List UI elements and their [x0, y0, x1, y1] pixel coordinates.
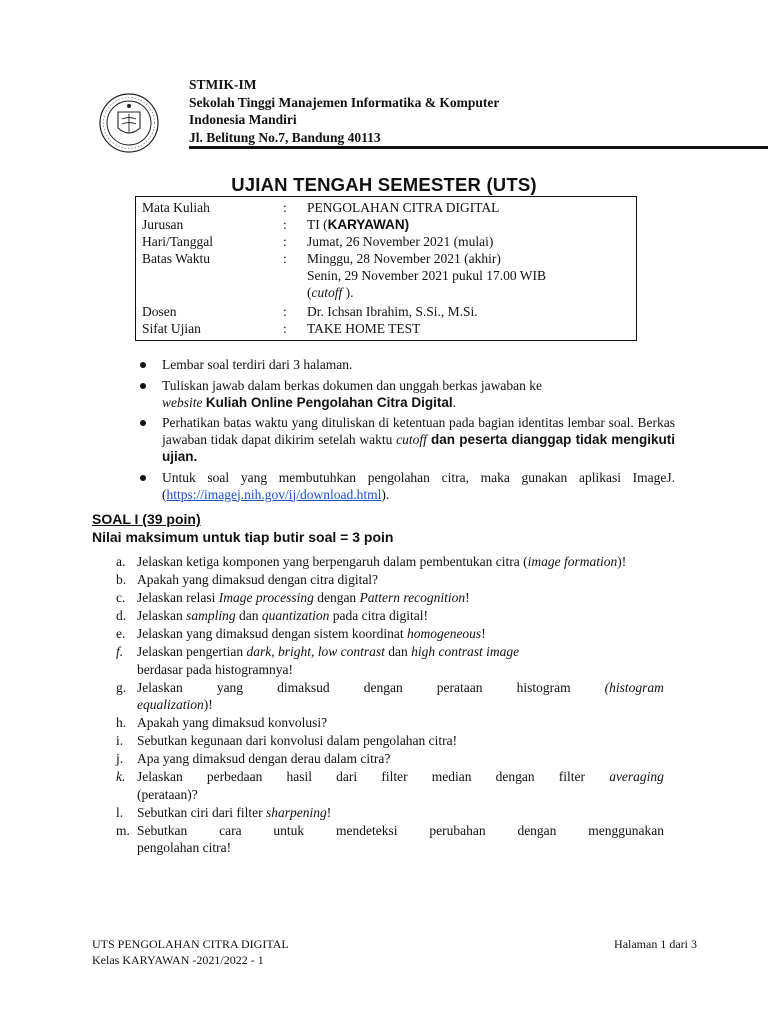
question-word: filter — [558, 769, 586, 784]
question-term: averaging — [609, 769, 664, 784]
identity-box — [135, 196, 637, 341]
question-h — [116, 714, 664, 732]
question-word: dengan — [363, 679, 403, 695]
instruction-item — [140, 469, 675, 503]
colon: : — [283, 217, 287, 232]
label-sifat-ujian: Sifat Ujian — [142, 321, 201, 336]
jurusan-prefix: TI ( — [307, 217, 328, 232]
instruction-italic: website — [162, 394, 203, 410]
row-batas-waktu-2 — [136, 267, 636, 284]
org-line-4: Jl. Belitung No.7, Bandung 40113 — [189, 129, 381, 145]
institution-name — [189, 76, 499, 146]
instruction-item — [140, 356, 675, 373]
question-word: perubahan — [429, 822, 486, 838]
instruction-text: Tuliskan jawab dalam berkas dokumen dan unggah berkas jawaban ke — [162, 377, 543, 393]
row-dosen — [136, 303, 636, 320]
question-letter: k. — [116, 769, 126, 784]
question-word: Jelaskan — [137, 679, 183, 695]
instruction-text: Untuk soal yang membutuhkan pengolahan citra, maka gunakan aplikasi ImageJ. ( — [162, 469, 675, 502]
question-term: quantization — [261, 608, 330, 623]
institution-logo-icon — [96, 92, 162, 154]
row-batas-waktu-3 — [136, 284, 636, 301]
question-i — [116, 732, 664, 750]
row-jurusan — [136, 216, 636, 233]
question-list — [116, 553, 664, 857]
question-j — [116, 750, 664, 768]
question-word: Sebutkan — [137, 822, 188, 838]
question-letter: m. — [116, 822, 130, 838]
label-dosen: Dosen — [142, 304, 177, 319]
soal-subtitle: Nilai maksimum untuk tiap butir soal = 3 poin — [92, 529, 394, 545]
instruction-item — [140, 414, 675, 465]
question-f — [116, 643, 664, 678]
colon: : — [283, 200, 287, 215]
question-l — [116, 804, 664, 822]
page-footer — [92, 936, 697, 968]
question-letter: b. — [116, 572, 127, 587]
question-word: median — [431, 769, 472, 784]
question-term: equalization — [137, 697, 204, 712]
question-term: sampling — [186, 608, 236, 623]
question-d — [116, 607, 664, 625]
bullet-icon — [140, 362, 146, 368]
question-letter: g. — [116, 679, 127, 695]
question-word: mendeteksi — [336, 822, 398, 838]
row-hari-tanggal — [136, 233, 636, 250]
question-word: untuk — [273, 822, 305, 838]
question-b — [116, 571, 664, 589]
question-text: berdasar pada histogramnya! — [137, 661, 293, 677]
question-term: dark, bright, low contrast — [246, 644, 385, 659]
question-term: homogeneous — [406, 626, 482, 641]
question-text: Jelaskan — [137, 608, 187, 623]
question-text: dan — [235, 608, 262, 623]
question-letter: l. — [116, 804, 124, 820]
colon: : — [283, 251, 287, 266]
question-letter: d. — [116, 608, 127, 623]
footer-class: Kelas KARYAWAN -2021/2022 - 1 — [92, 953, 264, 967]
question-term: high contrast image — [411, 644, 520, 659]
question-text: Jelaskan pengertian — [137, 644, 247, 659]
bullet-icon — [140, 383, 146, 389]
label-mata-kuliah: Mata Kuliah — [142, 200, 210, 215]
question-text: ! — [465, 590, 470, 605]
instructions-list — [140, 356, 675, 506]
question-text: Jelaskan yang dimaksud dengan sistem koordinat — [137, 626, 407, 641]
instruction-text: Perhatikan batas waktu yang dituliskan di ketentuan pada bagian identitas lembar soal. Berkas jawaban tidak dapat dikirim setelah waktu — [162, 415, 675, 447]
question-text: Apakah yang dimaksud dengan citra digital? — [137, 572, 379, 587]
bullet-icon — [140, 475, 146, 481]
label-jurusan: Jurusan — [142, 217, 184, 232]
question-text: )! — [617, 554, 627, 569]
question-text: (perataan)? — [137, 786, 198, 802]
question-word: yang — [216, 679, 244, 695]
question-text: Apakah yang dimaksud konvolusi? — [137, 715, 328, 730]
question-word: dengan — [517, 822, 557, 838]
label-hari-tanggal: Hari/Tanggal — [142, 234, 214, 249]
question-c — [116, 589, 664, 607]
question-text: dengan — [313, 590, 360, 605]
question-term: (histogram — [604, 679, 664, 695]
row-sifat-ujian — [136, 320, 636, 337]
question-letter: c. — [116, 590, 126, 605]
colon: : — [283, 321, 287, 336]
question-line — [137, 768, 664, 786]
question-g — [116, 679, 664, 714]
footer-course: UTS PENGOLAHAN CITRA DIGITAL — [92, 937, 289, 951]
instruction-italic: cutoff — [396, 432, 427, 447]
bullet-icon — [140, 420, 146, 426]
question-letter: i. — [116, 733, 124, 748]
letterhead — [92, 76, 692, 151]
instruction-end: ). — [381, 486, 390, 502]
question-text: ! — [481, 626, 486, 641]
imagej-download-link[interactable]: https://imagej.nih.gov/ij/download.html — [166, 486, 382, 502]
question-term: sharpening — [265, 804, 327, 820]
instruction-item — [140, 377, 675, 411]
question-text: Apa yang dimaksud dengan derau dalam citra? — [137, 751, 391, 766]
question-word: dimaksud — [277, 679, 330, 695]
question-word: menggunakan — [588, 822, 664, 838]
value-hari-tanggal: Jumat, 26 November 2021 (mulai) — [307, 234, 494, 249]
question-text: dan — [384, 644, 412, 659]
value-batas-waktu-3 — [307, 284, 354, 301]
question-m — [116, 822, 664, 857]
org-line-1: STMIK-IM — [189, 77, 257, 92]
value-batas-waktu-1: Minggu, 28 November 2021 (akhir) — [307, 251, 501, 266]
question-word: perbedaan — [206, 769, 263, 784]
question-word: histogram — [516, 679, 571, 695]
value-sifat-ujian: TAKE HOME TEST — [307, 321, 421, 336]
instruction-text: Lembar soal terdiri dari 3 halaman. — [162, 357, 353, 372]
question-term: Image processing — [218, 590, 314, 605]
org-line-2: Sekolah Tinggi Manajemen Informatika & Komputer — [189, 94, 500, 110]
question-word: filter — [381, 769, 408, 784]
question-term: Pattern recognition — [359, 590, 466, 605]
colon: : — [283, 304, 287, 319]
value-jurusan — [307, 216, 409, 233]
question-a — [116, 553, 664, 571]
question-text: )! — [203, 697, 213, 712]
question-letter: h. — [116, 715, 127, 730]
question-text: ! — [326, 804, 332, 820]
label-batas-waktu: Batas Waktu — [142, 251, 211, 266]
question-text: pada citra digital! — [329, 608, 428, 623]
question-text: Jelaskan relasi — [137, 590, 219, 605]
question-word: Jelaskan — [137, 769, 183, 784]
question-text: pengolahan citra! — [137, 840, 232, 855]
question-word: dari — [336, 769, 358, 784]
question-letter: f. — [116, 644, 124, 659]
instruction-end: . — [452, 394, 457, 410]
question-line — [137, 822, 664, 840]
question-word: dengan — [495, 769, 535, 784]
header-rule — [189, 146, 768, 149]
paren-close: ). — [342, 285, 354, 300]
question-letter: j. — [116, 751, 124, 766]
question-letter: a. — [116, 554, 126, 569]
question-term: image formation — [527, 554, 618, 569]
exam-title: UJIAN TENGAH SEMESTER (UTS) — [231, 174, 537, 195]
question-line — [137, 679, 664, 697]
question-word: cara — [219, 822, 242, 838]
cutoff-term: cutoff — [311, 285, 343, 300]
question-word: hasil — [286, 769, 313, 784]
question-letter: e. — [116, 626, 126, 641]
question-word: perataan — [436, 679, 483, 695]
question-k — [116, 768, 664, 803]
value-mata-kuliah: PENGOLAHAN CITRA DIGITAL — [307, 200, 500, 215]
soal-title: SOAL I (39 poin) — [92, 511, 201, 527]
org-line-3: Indonesia Mandiri — [189, 112, 297, 127]
question-text: Jelaskan ketiga komponen yang berpengaruh dalam pembentukan citra ( — [137, 554, 528, 569]
soal-heading — [92, 510, 393, 546]
jurusan-bold: KARYAWAN) — [327, 217, 410, 232]
colon: : — [283, 234, 287, 249]
row-mata-kuliah — [136, 199, 636, 216]
question-e — [116, 625, 664, 643]
question-text: Sebutkan ciri dari filter — [137, 804, 266, 820]
paren-open: ( — [307, 285, 312, 300]
question-text: Sebutkan kegunaan dari konvolusi dalam pengolahan citra! — [137, 733, 458, 748]
instruction-bold: Kuliah Online Pengolahan Citra Digital — [205, 394, 453, 410]
instruction-bold: dan peserta dianggap tidak mengikuti ujian. — [162, 432, 675, 464]
row-batas-waktu — [136, 250, 636, 267]
value-dosen: Dr. Ichsan Ibrahim, S.Si., M.Si. — [307, 304, 478, 319]
page-number: Halaman 1 dari 3 — [614, 937, 697, 951]
value-batas-waktu-2: Senin, 29 November 2021 pukul 17.00 WIB — [307, 268, 546, 283]
